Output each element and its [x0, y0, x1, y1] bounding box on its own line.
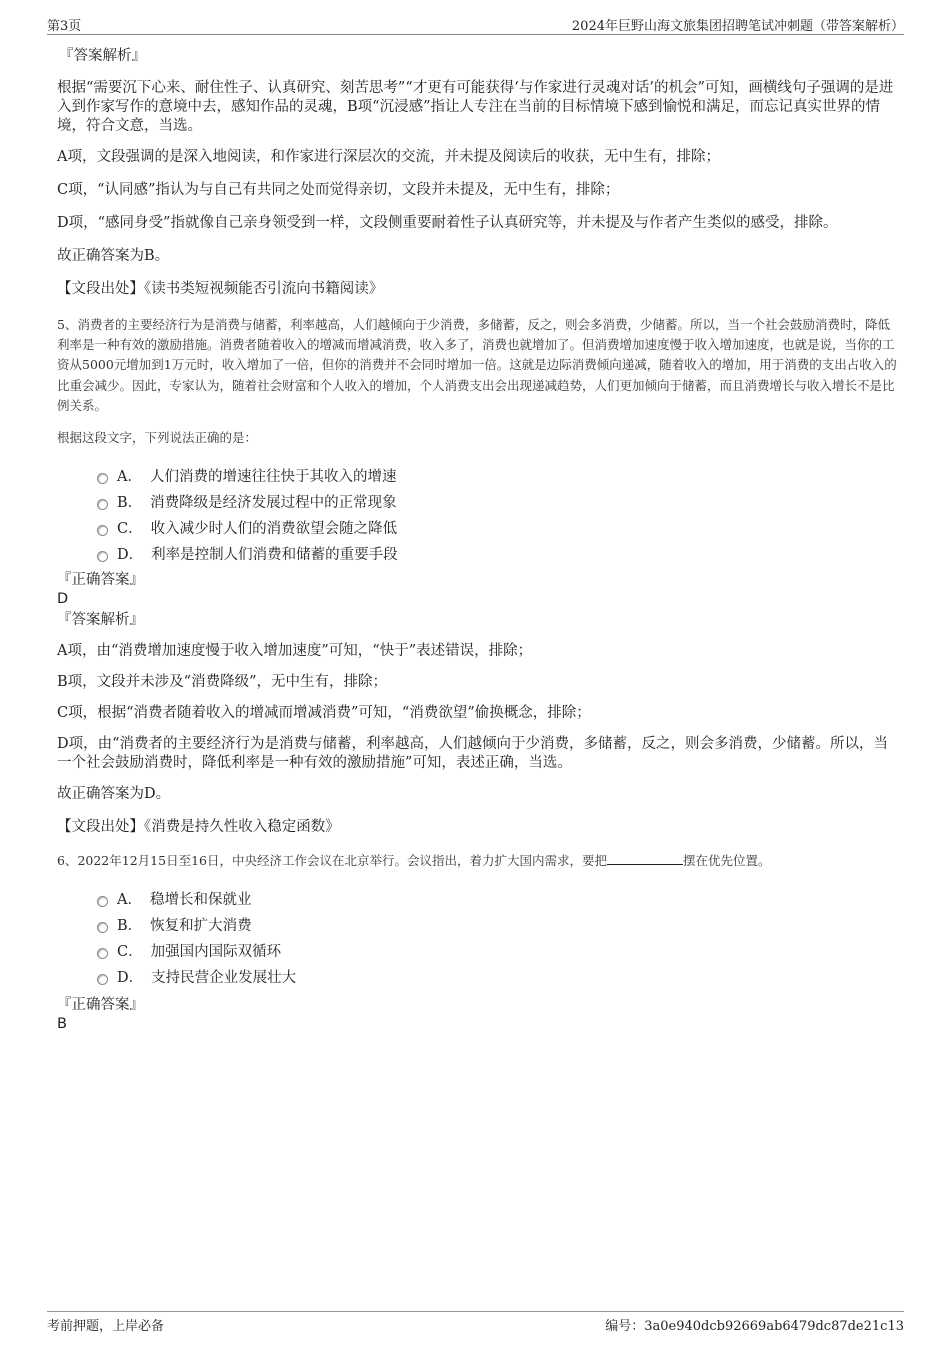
radio-icon[interactable]	[97, 473, 108, 484]
q6-option-a[interactable]	[97, 885, 900, 911]
q6-option-b[interactable]	[97, 911, 900, 937]
q5-answer: D	[57, 591, 69, 608]
option-text: 消费降级是经济发展过程中的正常现象	[150, 494, 397, 511]
page-number: 第3页	[47, 19, 82, 34]
footer-slogan: 考前押题，上岸必备	[47, 1319, 165, 1334]
q5-option-b[interactable]	[97, 488, 900, 514]
option-letter: C．	[117, 520, 143, 537]
q5-analysis-b: B项，文段并未涉及“消费降级”，无中生有，排除；	[57, 674, 387, 691]
q4-analysis-label: 『答案解析』	[59, 48, 146, 64]
q5-analysis-a: A项，由“消费增加速度慢于收入增加速度”可知，“快于”表述错误，排除；	[57, 643, 533, 660]
q6-stem	[57, 851, 900, 871]
q6-option-c[interactable]	[97, 937, 900, 963]
q4-analysis-main: 根据“需要沉下心来、耐住性子、认真研究、刻苦思考”“才更有可能获得‘与作家进行灵魂对话’的机会”可知，画横线句子强调的是进入到作家写作的意境中去，感知作品的灵魂，B项“沉浸感”指让人专注在当前的目标情境下感到愉悦和满足，而忘记真实世界的情境，符合文意，当选。	[57, 80, 894, 134]
q5-option-c[interactable]	[97, 514, 900, 540]
radio-icon[interactable]	[97, 551, 108, 562]
option-text: 人们消费的增速往往快于其收入的增速	[149, 468, 397, 485]
q6-options	[97, 885, 900, 989]
option-letter: A．	[117, 468, 142, 485]
radio-icon[interactable]	[97, 922, 108, 933]
q5-analysis-label: 『答案解析』	[57, 612, 144, 629]
q5-answer-label: 『正确答案』	[57, 572, 144, 589]
option-text: 稳增长和保就业	[149, 891, 252, 908]
radio-icon[interactable]	[97, 525, 108, 536]
option-letter: D．	[117, 546, 144, 563]
q5-analysis-d: D项，由“消费者的主要经济行为是消费与储蓄，利率越高，人们越倾向于少消费，多储蓄，反之，则会多消费，少储蓄。所以，当一个社会鼓励消费时，降低利率是一种有效的激励措施”可知，表述正确，当选。	[57, 736, 889, 772]
q5-option-d[interactable]	[97, 540, 900, 566]
q6-stem-before: 6、2022年12月15日至16日，中央经济工作会议在北京举行。会议指出，着力扩大国内需求，要把	[57, 853, 607, 869]
radio-icon[interactable]	[97, 974, 108, 985]
q4-conclusion: 故正确答案为B。	[57, 248, 170, 264]
q4-analysis-c: C项，“认同感”指认为与自己有共同之处而觉得亲切，文段并未提及，无中生有，排除；	[57, 182, 620, 198]
q6-stem-after: 摆在优先位置。	[682, 853, 771, 869]
q5-analysis-c: C项，根据“消费者随着收入的增减而增减消费”可知，“消费欲望”偷换概念，排除；	[57, 705, 591, 722]
q4-source: 【文段出处】《读书类短视频能否引流向书籍阅读》	[57, 281, 384, 297]
radio-icon[interactable]	[97, 948, 108, 959]
q6-option-d[interactable]	[97, 963, 900, 989]
page-content	[57, 46, 900, 1033]
q6-answer: B	[57, 1016, 67, 1033]
q4-analysis-d: D项，“感同身受”指就像自己亲身领受到一样，文段侧重要耐着性子认真研究等，并未提及与作者产生类似的感受，排除。	[57, 215, 838, 231]
option-letter: B．	[117, 917, 143, 934]
option-text: 加强国内国际双循环	[150, 943, 282, 960]
option-text: 支持民营企业发展壮大	[151, 969, 297, 986]
page-header	[47, 14, 904, 35]
radio-icon[interactable]	[97, 896, 108, 907]
option-letter: B．	[117, 494, 143, 511]
option-letter: A．	[117, 891, 142, 908]
q5-prompt: 根据这段文字，下列说法正确的是：	[57, 430, 258, 446]
document-code: 编号：3a0e940dcb92669ab6479dc87de21c13	[605, 1319, 904, 1334]
q5-source: 【文段出处】《消费是持久性收入稳定函数》	[57, 819, 340, 836]
option-letter: D．	[117, 969, 144, 986]
option-letter: C．	[117, 943, 143, 960]
q5-options	[97, 462, 900, 566]
q5-conclusion: 故正确答案为D。	[57, 786, 171, 803]
q6-answer-label: 『正确答案』	[57, 997, 144, 1014]
radio-icon[interactable]	[97, 499, 108, 510]
document-title: 2024年巨野山海文旅集团招聘笔试冲刺题（带答案解析）	[571, 19, 904, 34]
fill-blank	[607, 854, 683, 865]
page-footer	[47, 1311, 904, 1334]
option-text: 恢复和扩大消费	[150, 917, 252, 934]
option-text: 利率是控制人们消费和储蓄的重要手段	[151, 546, 398, 563]
q5-option-a[interactable]	[97, 462, 900, 488]
q5-stem: 5、消费者的主要经济行为是消费与储蓄，利率越高，人们越倾向于少消费，多储蓄，反之，则会多消费，少储蓄。所以，当一个社会鼓励消费时，降低利率是一种有效的激励措施。消费者随着收入的增减而增减消费，收入多了，消费也就增加了。但消费增加速度慢于收入增加速度，也就是说，当你的工资从5000元增加到1万元时，收入增加了一倍，但你的消费并不会同时增加一倍。这就是边际消费倾向递减，随着收入的增加，用于消费的支出占收入的比重会减少。因此，专家认为，随着社会财富和个人收入的增加，个人消费支出会出现递减趋势，人们更加倾向于储蓄，而且消费增长与收入增长不是比例关系。	[57, 317, 897, 413]
option-text: 收入减少时人们的消费欲望会随之降低	[150, 520, 398, 537]
q4-analysis-a: A项，文段强调的是深入地阅读，和作家进行深层次的交流，并未提及阅读后的收获，无中生有，排除；	[57, 149, 720, 165]
